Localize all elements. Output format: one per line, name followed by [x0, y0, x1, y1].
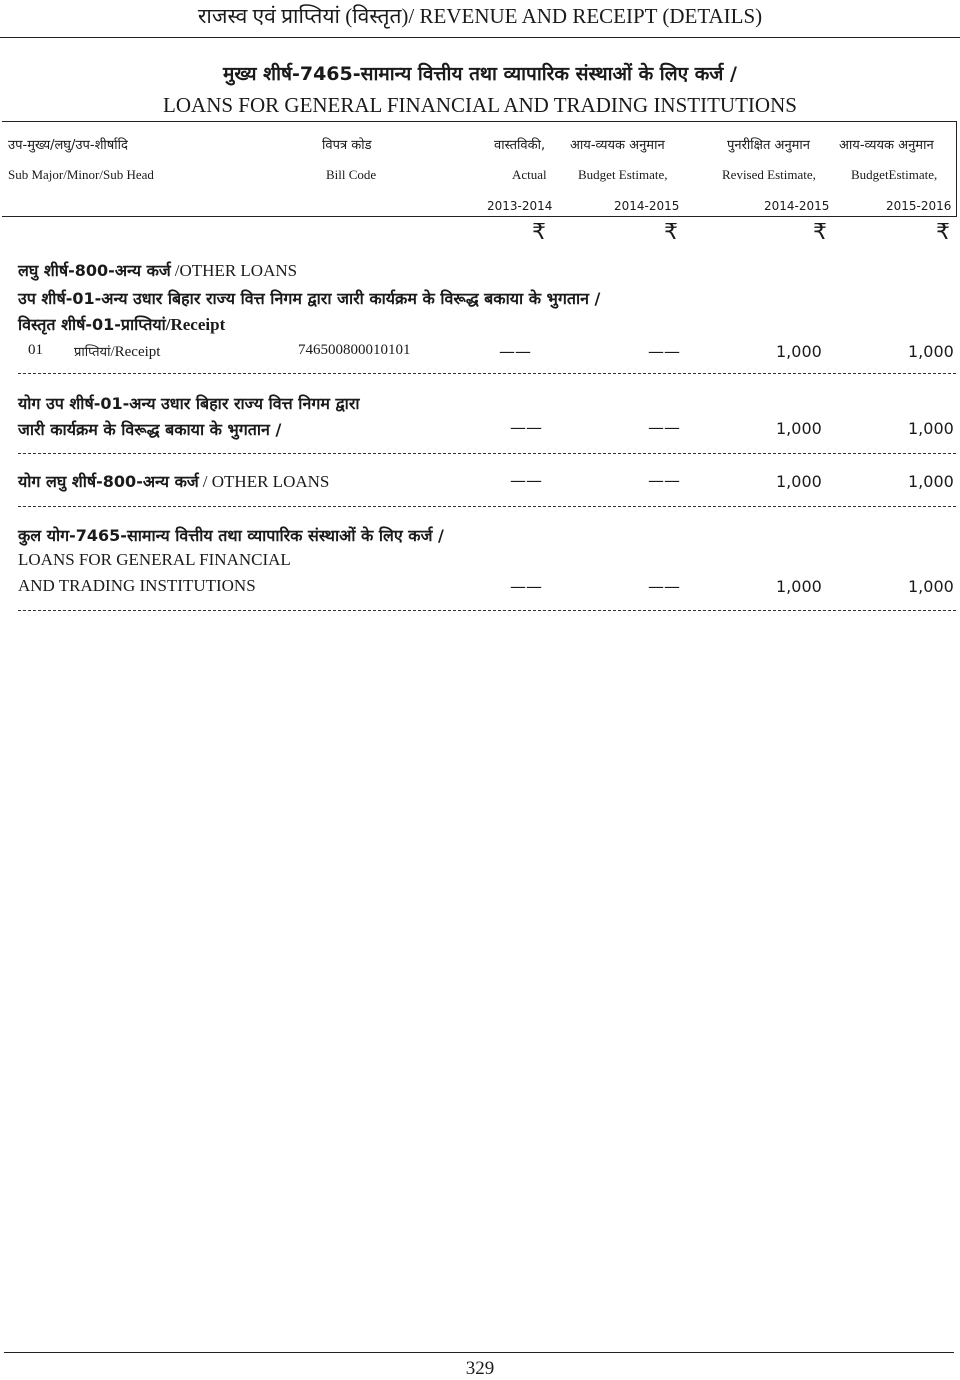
- subtotal-minor-hindi: योग लघु शीर्ष-800-अन्य कर्ज: [18, 472, 199, 491]
- col-head-english: Sub Major/Minor/Sub Head: [8, 167, 154, 182]
- minor-head: [18, 259, 297, 281]
- subtotal-minor-budget-next: 1,000: [908, 472, 954, 491]
- major-head-english: LOANS FOR GENERAL FINANCIAL AND TRADING INSTITUTIONS: [163, 93, 797, 117]
- entry-budget-next: 1,000: [908, 342, 954, 361]
- grand-total-english-line2: AND TRADING INSTITUTIONS: [18, 576, 256, 595]
- grand-total-budget-next: 1,000: [908, 577, 954, 596]
- entry-bill-code: 746500800010101: [298, 342, 411, 358]
- col-actual-english: Actual: [512, 167, 547, 182]
- detailed-head-english: /Receipt: [165, 315, 226, 334]
- major-head-hindi: मुख्य शीर्ष-7465-सामान्य वित्तीय तथा व्यापारिक संस्थाओं के लिए कर्ज /: [223, 63, 737, 85]
- col-revised-english: Revised Estimate,: [722, 167, 816, 182]
- col-actual-hindi: वास्तविकी,: [494, 138, 546, 153]
- entry-actual: ——: [499, 342, 531, 361]
- grand-total-hindi: कुल योग-7465-सामान्य वित्तीय तथा व्यापारिक संस्थाओं के लिए कर्ज /: [18, 526, 444, 545]
- grand-total-revised: 1,000: [776, 577, 822, 596]
- entry-budget: ——: [648, 342, 680, 361]
- minor-head-hindi: लघु शीर्ष-800-अन्य कर्ज: [18, 261, 171, 280]
- subtotal-minor: [18, 470, 329, 492]
- grand-total-actual: ——: [510, 577, 542, 596]
- subtotal-minor-revised: 1,000: [776, 472, 822, 491]
- detailed-head-hindi: विस्तृत शीर्ष-01-प्राप्तियां: [18, 315, 166, 334]
- dashed-rule: [18, 373, 956, 374]
- col-revised-hindi: पुनरीक्षित अनुमान: [727, 138, 811, 153]
- col-budget-next-english: BudgetEstimate,: [851, 167, 938, 182]
- subtotal-subhead-actual: ——: [510, 418, 542, 437]
- col-head-hindi: उप-मुख्य/लघु/उप-शीर्षादि: [8, 138, 128, 153]
- detailed-head: [18, 313, 225, 335]
- subtotal-subhead-budget: ——: [648, 418, 680, 437]
- subtotal-subhead-budget-next: 1,000: [908, 419, 954, 438]
- grand-total-english-line1: LOANS FOR GENERAL FINANCIAL: [18, 550, 291, 569]
- col-revised-year: 2014-2015: [764, 199, 830, 213]
- subtotal-subhead-line2: जारी कार्यक्रम के विरूद्ध बकाया के भुगतान /: [18, 420, 282, 439]
- subtotal-minor-english: / OTHER LOANS: [202, 472, 330, 491]
- minor-head-english: /OTHER LOANS: [174, 261, 298, 280]
- entry-revised: 1,000: [776, 342, 822, 361]
- col-budget-next-hindi: आय-व्ययक अनुमान: [839, 138, 934, 153]
- page-number: 329: [465, 1358, 495, 1379]
- subtotal-subhead-revised: 1,000: [776, 419, 822, 438]
- col-billcode-english: Bill Code: [326, 167, 377, 182]
- entry-serial: 01: [28, 342, 43, 358]
- col-billcode-hindi: विपत्र कोड: [322, 138, 372, 153]
- col-budget-english: Budget Estimate,: [578, 167, 668, 182]
- top-rule: [0, 37, 960, 38]
- entry-label-english: /Receipt: [110, 344, 161, 360]
- entry-label: [74, 342, 160, 361]
- col-budget-hindi: आय-व्ययक अनुमान: [570, 138, 665, 153]
- col-budget-year: 2014-2015: [614, 199, 680, 213]
- dashed-rule: [18, 453, 956, 454]
- col-budget-next-year: 2015-2016: [886, 199, 952, 213]
- entry-label-hindi: प्राप्तियां: [74, 345, 111, 360]
- subtotal-minor-actual: ——: [510, 471, 542, 490]
- rupee-icon: ₹: [936, 220, 950, 245]
- rupee-icon: ₹: [532, 220, 546, 245]
- subtotal-subhead-line1: योग उप शीर्ष-01-अन्य उधार बिहार राज्य वित्त निगम द्वारा: [18, 394, 360, 413]
- subtotal-minor-budget: ——: [648, 471, 680, 490]
- dashed-rule: [18, 610, 956, 611]
- col-actual-year: 2013-2014: [487, 199, 553, 213]
- page-title: राजस्व एवं प्राप्तियां (विस्तृत)/ REVENUE AND RECEIPT (DETAILS): [197, 4, 763, 28]
- grand-total-budget: ——: [648, 577, 680, 596]
- rupee-icon: ₹: [664, 220, 678, 245]
- bottom-rule: [4, 1352, 954, 1353]
- dashed-rule: [18, 506, 956, 507]
- sub-head: उप शीर्ष-01-अन्य उधार बिहार राज्य वित्त निगम द्वारा जारी कार्यक्रम के विरूद्ध बकाया के भुगतान /: [18, 289, 601, 308]
- rupee-icon: ₹: [813, 220, 827, 245]
